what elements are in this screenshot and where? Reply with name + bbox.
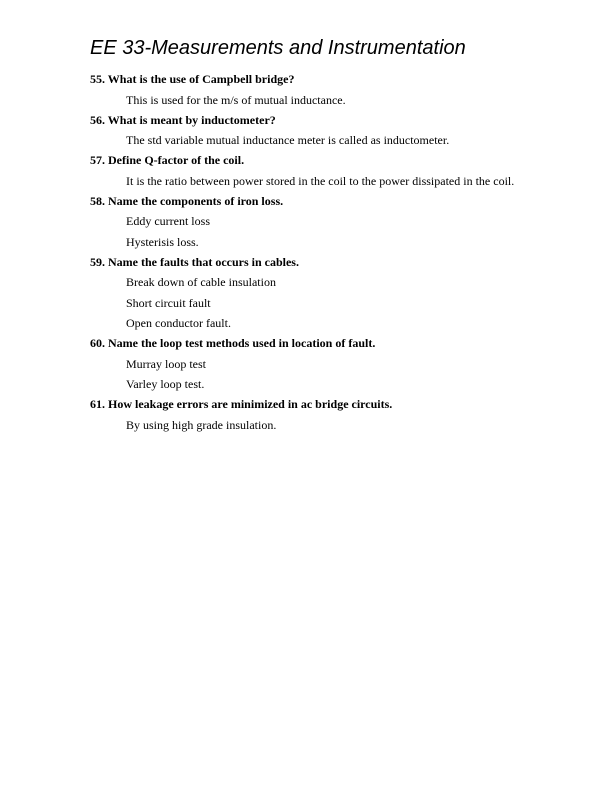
qa-item-59 [90,255,590,331]
answer-text: Varley loop test. [126,377,205,391]
qa-item-60 [90,336,590,391]
answer-text: Eddy current loss [126,214,210,228]
qa-item-56 [90,113,590,148]
qa-item-55 [90,72,590,107]
answer-text: Murray loop test [126,356,206,371]
answer-text: This is used for the m/s of mutual inductance. [126,92,346,107]
qa-item-61 [90,397,590,432]
question-text: 57. Define Q-factor of the coil. [90,153,245,167]
qa-item-57 [90,153,590,188]
page-title: EE 33-Measurements and Instrumentation [90,37,466,59]
question-text: 55. What is the use of Campbell bridge? [90,72,295,86]
qa-list [90,72,590,438]
answer-text: Open conductor fault. [126,316,231,330]
question-text: 61. How leakage errors are minimized in ac bridge circuits. [90,397,393,411]
question-text: 60. Name the loop test methods used in location of fault. [90,336,376,350]
question-text: 58. Name the components of iron loss. [90,193,284,208]
answer-text: The std variable mutual inductance meter is called as inductometer. [126,133,450,147]
qa-item-58 [90,194,590,249]
answer-text: By using high grade insulation. [126,417,277,432]
question-text: 56. What is meant by inductometer? [90,112,276,127]
answer-text: It is the ratio between power stored in the coil to the power dissipated in the coil. [126,173,515,188]
answer-text: Short circuit fault [126,295,211,310]
question-text: 59. Name the faults that occurs in cables. [90,254,299,269]
answer-text: Break down of cable insulation [126,275,276,289]
answer-text: Hysterisis loss. [126,234,199,249]
